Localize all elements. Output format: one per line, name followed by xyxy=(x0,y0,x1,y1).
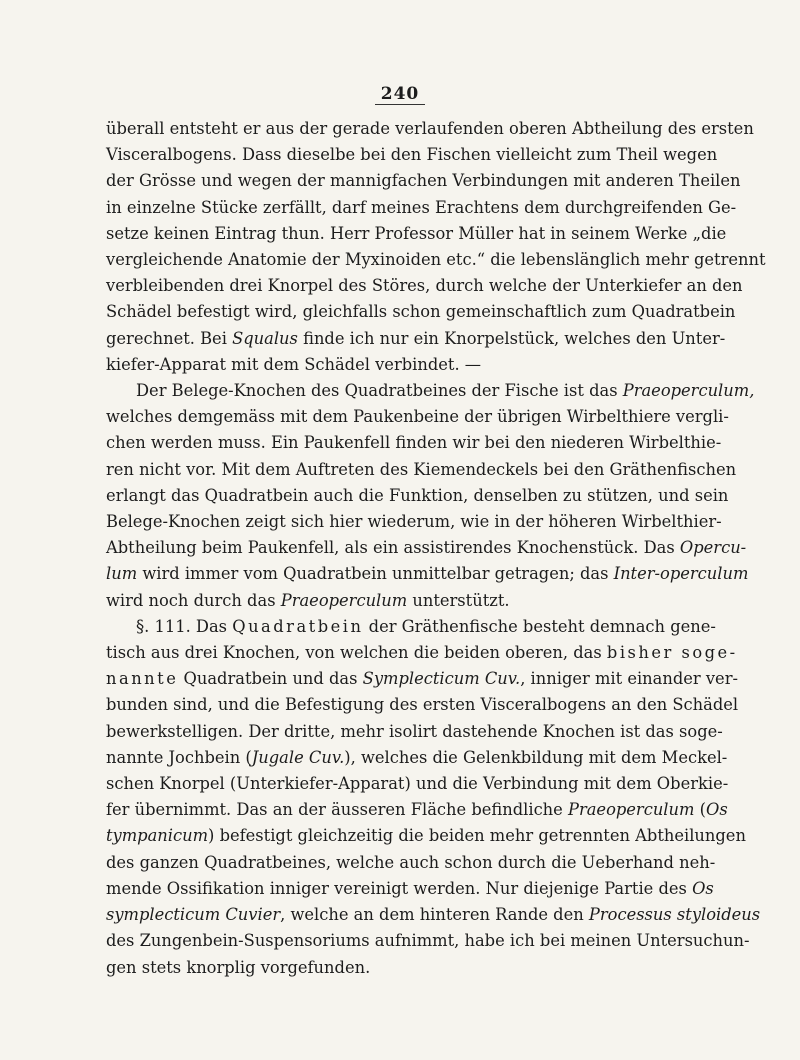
text-line: ren nicht vor. Mit dem Auftreten des Kiemendeckels bei den Gräthenfischen xyxy=(106,459,737,479)
italic-term: Inter-operculum xyxy=(613,564,749,584)
text-line: tisch aus drei Knochen, von welchen die beiden oberen, das bisher soge- xyxy=(106,643,738,663)
italic-term: Praeoperculum, xyxy=(622,381,755,401)
italic-term: Symplecticum Cuv. xyxy=(362,669,521,689)
text-line: des Zungenbein-Suspensoriums aufnimmt, habe ich bei meinen Untersuchun- xyxy=(106,931,750,951)
text-line: nannte Jochbein (Jugale Cuv.), welches die Gelenkbildung mit dem Meckel- xyxy=(106,747,728,767)
text-line: nannte Quadratbein und das Symplecticum Cuv., inniger mit einander ver- xyxy=(106,669,738,689)
text-line: erlangt das Quadratbein auch die Funktion, denselben zu stützen, und sein xyxy=(106,485,729,505)
text-line: in einzelne Stücke zerfällt, darf meines Erachtens dem durchgreifenden Ge- xyxy=(106,197,737,217)
italic-term: lum xyxy=(106,564,138,584)
text-line: vergleichende Anatomie der Myxinoiden etc.“ die lebenslänglich mehr getrennt xyxy=(106,250,766,270)
text-line: lum wird immer vom Quadratbein unmittelbar getragen; das Inter-operculum xyxy=(106,564,749,584)
italic-term: Os xyxy=(705,800,728,820)
text-line: wird noch durch das Praeoperculum unterstützt. xyxy=(106,590,510,610)
text-line: überall entsteht er aus der gerade verlaufenden oberen Abtheilung des ersten xyxy=(106,119,754,138)
page-number: 240 xyxy=(0,84,800,104)
text-line: chen werden muss. Ein Paukenfell finden wir bei den niederen Wirbelthie- xyxy=(106,433,722,453)
spaced-term: nannte xyxy=(106,669,179,689)
text-line: welches demgemäss mit dem Paukenbeine der übrigen Wirbelthiere vergli- xyxy=(106,407,729,427)
text-line: Belege-Knochen zeigt sich hier wiederum, wie in der höheren Wirbelthier- xyxy=(106,512,722,532)
italic-term: Praeoperculum xyxy=(567,800,695,820)
text-line: §. 111. Das Quadratbein der Gräthenfische besteht demnach gene- xyxy=(136,616,716,636)
italic-term: Processus styloideus xyxy=(588,905,761,925)
italic-term: symplecticum Cuvier xyxy=(106,905,281,925)
text-line: bewerkstelligen. Der dritte, mehr isolirt dastehende Knochen ist das soge- xyxy=(106,721,723,741)
italic-term: tympanicum xyxy=(106,826,209,846)
text-line: fer übernimmt. Das an der äusseren Fläche befindliche Praeoperculum (Os xyxy=(106,800,728,820)
italic-term: Opercu- xyxy=(679,538,747,558)
text-line: Visceralbogens. Dass dieselbe bei den Fischen vielleicht zum Theil wegen xyxy=(106,145,718,165)
text-line: symplecticum Cuvier, welche an dem hinteren Rande den Processus styloideus xyxy=(106,905,761,925)
text-line: kiefer-Apparat mit dem Schädel verbindet. — xyxy=(106,354,482,374)
text-line: gerechnet. Bei Squalus finde ich nur ein Knorpelstück, welches den Unter- xyxy=(106,328,726,348)
italic-term: Praeoperculum xyxy=(280,590,408,610)
text-line: Der Belege-Knochen des Quadratbeines der Fische ist das Praeoperculum, xyxy=(136,381,755,401)
text-line: setze keinen Eintrag thun. Herr Professor Müller hat in seinem Werke „die xyxy=(106,223,727,243)
text-line: der Grösse und wegen der mannigfachen Verbindungen mit anderen Theilen xyxy=(106,171,741,191)
text-line: verbleibenden drei Knorpel des Störes, durch welche der Unterkiefer an den xyxy=(106,276,743,296)
italic-term: Squalus xyxy=(232,328,298,348)
text-line: Abtheilung beim Paukenfell, als ein assistirendes Knochenstück. Das Opercu- xyxy=(106,538,747,558)
text-line: schen Knorpel (Unterkiefer-Apparat) und die Verbindung mit dem Oberkie- xyxy=(106,774,729,794)
spaced-term: bisher soge- xyxy=(606,643,738,663)
text-line: tympanicum) befestigt gleichzeitig die beiden mehr getrennten Abtheilungen xyxy=(106,826,746,846)
text-line: mende Ossifikation inniger vereinigt werden. Nur diejenige Partie des Os xyxy=(106,878,714,898)
italic-term: Os xyxy=(692,878,714,898)
text-line: des ganzen Quadratbeines, welche auch schon durch die Ueberhand neh- xyxy=(106,852,716,872)
spaced-term: Quadratbein xyxy=(232,616,364,636)
text-line: bunden sind, und die Befestigung des ersten Visceralbogens an den Schädel xyxy=(106,695,739,715)
text-line: gen stets knorplig vorgefunden. xyxy=(106,957,371,977)
body-text xyxy=(106,116,766,981)
italic-term: Jugale Cuv. xyxy=(251,747,345,767)
text-line: Schädel befestigt wird, gleichfalls schon gemeinschaftlich zum Quadratbein xyxy=(106,302,736,322)
